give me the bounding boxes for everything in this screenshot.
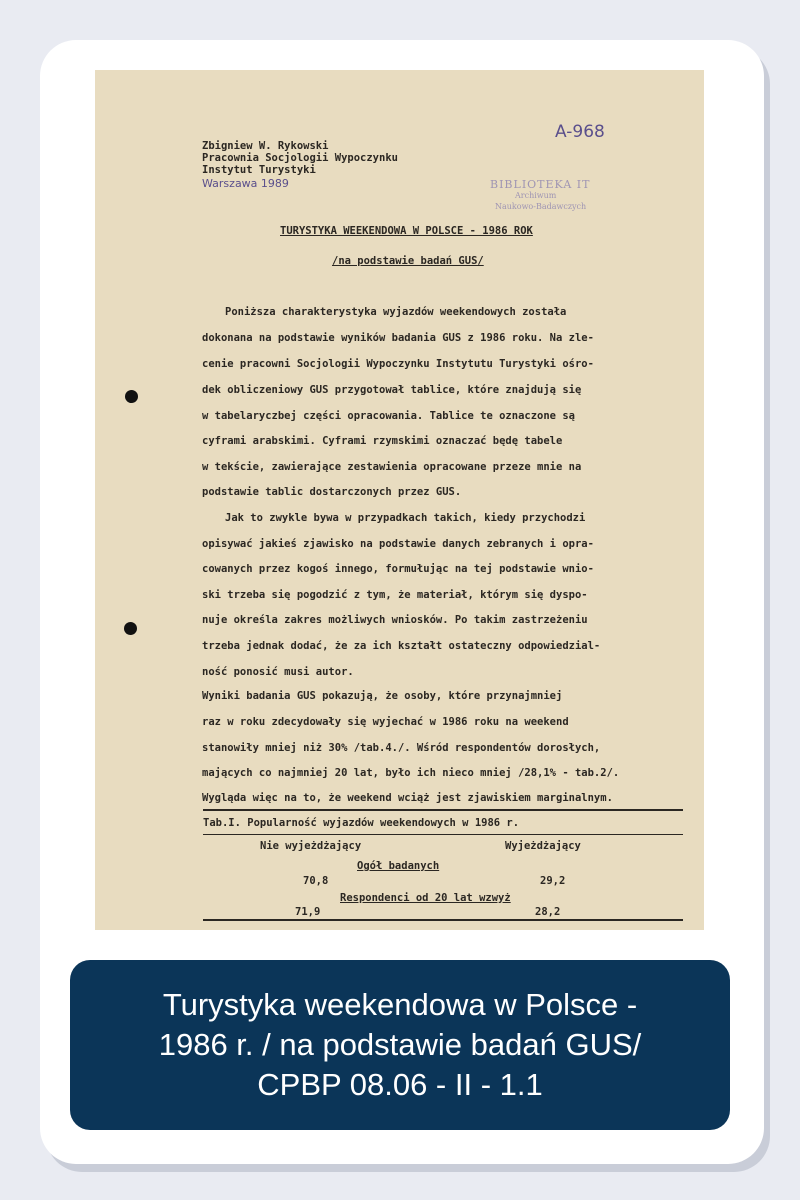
table-col-non-travelers: Nie wyjeżdżający bbox=[260, 840, 362, 852]
handwritten-place-year: Warszawa 1989 bbox=[202, 177, 289, 190]
body-line: nuje określa zakres możliwych wniosków. Po takim zastrzeżeniu bbox=[202, 614, 588, 626]
author-name: Zbigniew W. Rykowski bbox=[202, 140, 329, 152]
table-group-all: Ogół badanych bbox=[357, 860, 440, 872]
institute-name: Instytut Turystyki bbox=[202, 164, 316, 176]
body-line: trzeba jednak dodać, że za ich kształt ostateczny odpowiedzial- bbox=[202, 640, 601, 652]
table-adults-travelers: 28,2 bbox=[535, 906, 561, 918]
caption-banner bbox=[70, 960, 730, 1130]
table-bottom-rule bbox=[203, 919, 683, 921]
body-line: dokonana na podstawie wyników badania GUS z 1986 roku. Na zle- bbox=[202, 332, 594, 344]
body-line: opisywać jakieś zjawisko na podstawie danych zebranych i opra- bbox=[202, 538, 594, 550]
body-line: Wyniki badania GUS pokazują, że osoby, które przynajmniej bbox=[202, 690, 563, 702]
punch-hole-upper bbox=[125, 390, 138, 403]
table-col-travelers: Wyjeżdżający bbox=[505, 840, 581, 852]
body-line: Jak to zwykle bywa w przypadkach takich, kiedy przychodzi bbox=[225, 512, 586, 524]
body-line: w tabelaryczbej części opracowania. Tablice te oznaczone są bbox=[202, 410, 575, 422]
body-line: stanowiły mniej niż 30% /tab.4./. Wśród respondentów dorosłych, bbox=[202, 742, 601, 754]
table-all-non-travelers: 70,8 bbox=[303, 875, 329, 887]
library-stamp-line-2: Archiwum bbox=[515, 191, 557, 200]
table-all-travelers: 29,2 bbox=[540, 875, 566, 887]
document-title: TURYSTYKA WEEKENDOWA W POLSCE - 1986 ROK bbox=[280, 225, 533, 237]
library-stamp-line-3: Naukowo-Badawczych bbox=[495, 202, 587, 211]
body-line: dek obliczeniowy GUS przygotował tablice, które znajdują się bbox=[202, 384, 582, 396]
body-line: cyframi arabskimi. Cyframi rzymskimi oznaczać będę tabele bbox=[202, 435, 563, 447]
body-line: podstawie tablic dostarczonych przez GUS. bbox=[202, 486, 462, 498]
caption-line-2: 1986 r. / na podstawie badań GUS/ bbox=[158, 1027, 642, 1062]
body-line: raz w roku zdecydowały się wyjechać w 1986 roku na weekend bbox=[202, 716, 569, 728]
handwritten-signature-number: A-968 bbox=[555, 122, 605, 142]
body-line: mających co najmniej 20 lat, było ich nieco mniej /28,1% - tab.2/. bbox=[202, 767, 620, 779]
table-top-rule bbox=[203, 809, 683, 811]
caption-line-1: Turystyka weekendowa w Polsce - bbox=[162, 987, 638, 1022]
body-line: ność ponosić musi autor. bbox=[202, 666, 354, 678]
table-adults-non-travelers: 71,9 bbox=[295, 906, 321, 918]
body-line: ski trzeba się pogodzić z tym, że materiał, którym się dyspo- bbox=[202, 589, 588, 601]
table-header-rule bbox=[203, 834, 683, 835]
punch-hole-lower bbox=[124, 622, 137, 635]
table-group-adults: Respondenci od 20 lat wzwyż bbox=[340, 892, 511, 904]
library-stamp-line-1: BIBLIOTEKA IT bbox=[490, 178, 591, 191]
body-line: w tekście, zawierające zestawienia opracowane przeze mnie na bbox=[202, 461, 582, 473]
body-line: cowanych przez kogoś innego, formułując na tej podstawie wnio- bbox=[202, 563, 594, 575]
caption-line-3: CPBP 08.06 - II - 1.1 bbox=[257, 1067, 543, 1102]
document-subtitle: /na podstawie badań GUS/ bbox=[332, 255, 484, 267]
body-line: Poniższa charakterystyka wyjazdów weekendowych została bbox=[225, 306, 567, 318]
document-scan bbox=[95, 70, 704, 930]
body-line: cenie pracowni Socjologii Wypoczynku Instytutu Turystyki ośro- bbox=[202, 358, 594, 370]
table-title: Tab.I. Popularność wyjazdów weekendowych w 1986 r. bbox=[203, 817, 520, 829]
body-line: Wygląda więc na to, że weekend wciąż jest zjawiskiem marginalnym. bbox=[202, 792, 613, 804]
department-name: Pracownia Socjologii Wypoczynku bbox=[202, 152, 398, 164]
